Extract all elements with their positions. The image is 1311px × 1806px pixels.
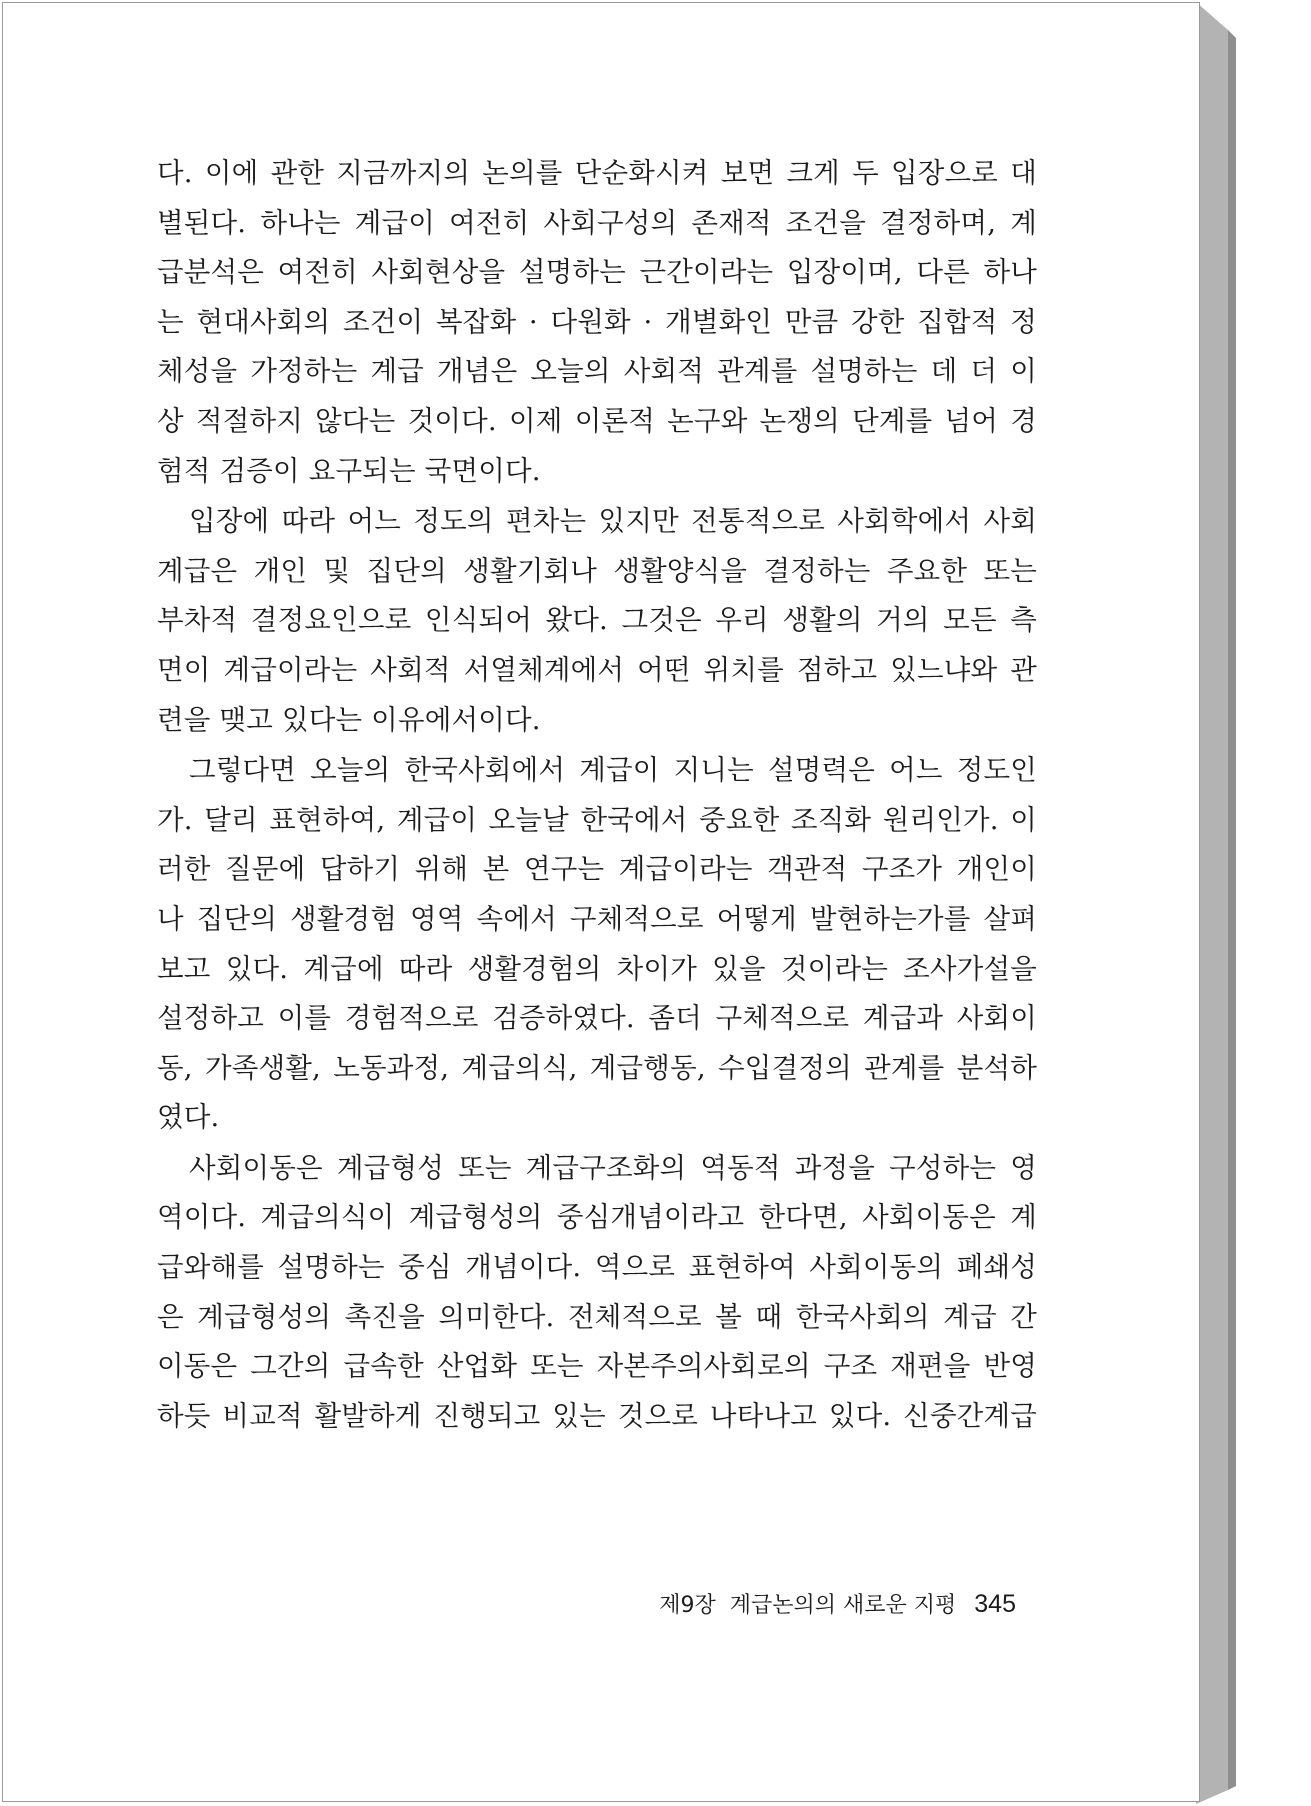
text-line: 별된다. 하나는 계급이 여전히 사회구성의 존재적 조건을 결정하며, 계 [157,206,1037,239]
text-line: 동, 가족생활, 노동과정, 계급의식, 계급행동, 수입결정의 관계를 분석하 [157,1051,1037,1084]
text-line: 설정하고 이를 경험적으로 검증하였다. 좀더 구체적으로 계급과 사회이 [157,1002,1037,1035]
text-line: 입장에 따라 어느 정도의 편차는 있지만 전통적으로 사회학에서 사회 [189,505,1037,538]
text-line: 나 집단의 생활경험 영역 속에서 구체적으로 어떻게 발현하는가를 살펴 [157,902,1037,935]
text-line: 체성을 가정하는 계급 개념은 오늘의 사회적 관계를 설명하는 데 더 이 [157,355,1037,388]
page-number: 345 [974,1590,1016,1618]
text-line: 부차적 결정요인으로 인식되어 왔다. 그것은 우리 생활의 거의 모든 측 [157,604,1037,637]
text-line: 사회이동은 계급형성 또는 계급구조화의 역동적 과정을 구성하는 영 [189,1151,1037,1184]
paragraph-2 [157,497,1037,745]
text-line: 급와해를 설명하는 중심 개념이다. 역으로 표현하여 사회이동의 폐쇄성 [157,1251,1037,1284]
book-page [2,2,1200,1802]
text-line: 급분석은 여전히 사회현상을 설명하는 근간이라는 입장이며, 다른 하나 [157,256,1037,289]
text-line: 련을 맺고 있다는 이유에서이다. [157,703,541,736]
text-line: 그렇다면 오늘의 한국사회에서 계급이 지니는 설명력은 어느 정도인 [189,754,1037,787]
text-line: 였다. [157,1101,220,1134]
paragraph-1 [157,149,1037,496]
text-line: 계급은 개인 및 집단의 생활기회나 생활양식을 결정하는 주요한 또는 [157,554,1037,587]
text-line: 러한 질문에 답하기 위해 본 연구는 계급이라는 객관적 구조가 개인이 [157,853,1037,886]
text-line: 다. 이에 관한 지금까지의 논의를 단순화시켜 보면 크게 두 입장으로 대 [157,157,1037,189]
text-line: 하듯 비교적 활발하게 진행되고 있는 것으로 나타나고 있다. 신중간계급 [157,1399,1037,1432]
text-line: 험적 검증이 요구되는 국면이다. [157,454,541,487]
paragraph-3 [157,746,1037,1143]
text-line: 면이 계급이라는 사회적 서열체계에서 어떤 위치를 점하고 있느냐와 관 [157,653,1037,686]
body-text [157,149,1037,1442]
page-edge-shadow [1196,0,1258,1806]
text-line: 이동은 그간의 급속한 산업화 또는 자본주의사회로의 구조 재편을 반영 [157,1350,1037,1383]
text-line: 역이다. 계급의식이 계급형성의 중심개념이라고 한다면, 사회이동은 계 [157,1201,1037,1234]
chapter-title: 계급논의의 새로운 지평 [729,1593,957,1618]
text-line: 상 적절하지 않다는 것이다. 이제 이론적 논구와 논쟁의 단계를 넘어 경 [157,404,1037,437]
text-line: 가. 달리 표현하여, 계급이 오늘날 한국에서 중요한 조직화 원리인가. 이 [157,803,1037,836]
running-footer [606,1588,1016,1619]
text-line: 은 계급형성의 촉진을 의미한다. 전체적으로 볼 때 한국사회의 계급 간 [157,1300,1037,1333]
text-line: 보고 있다. 계급에 따라 생활경험의 차이가 있을 것이라는 조사가설을 [157,952,1037,985]
paragraph-4 [157,1144,1037,1442]
chapter-label: 제9장 [659,1593,716,1618]
text-line: 는 현대사회의 조건이 복잡화 · 다원화 · 개별화인 만큼 강한 집합적 정 [157,305,1037,338]
